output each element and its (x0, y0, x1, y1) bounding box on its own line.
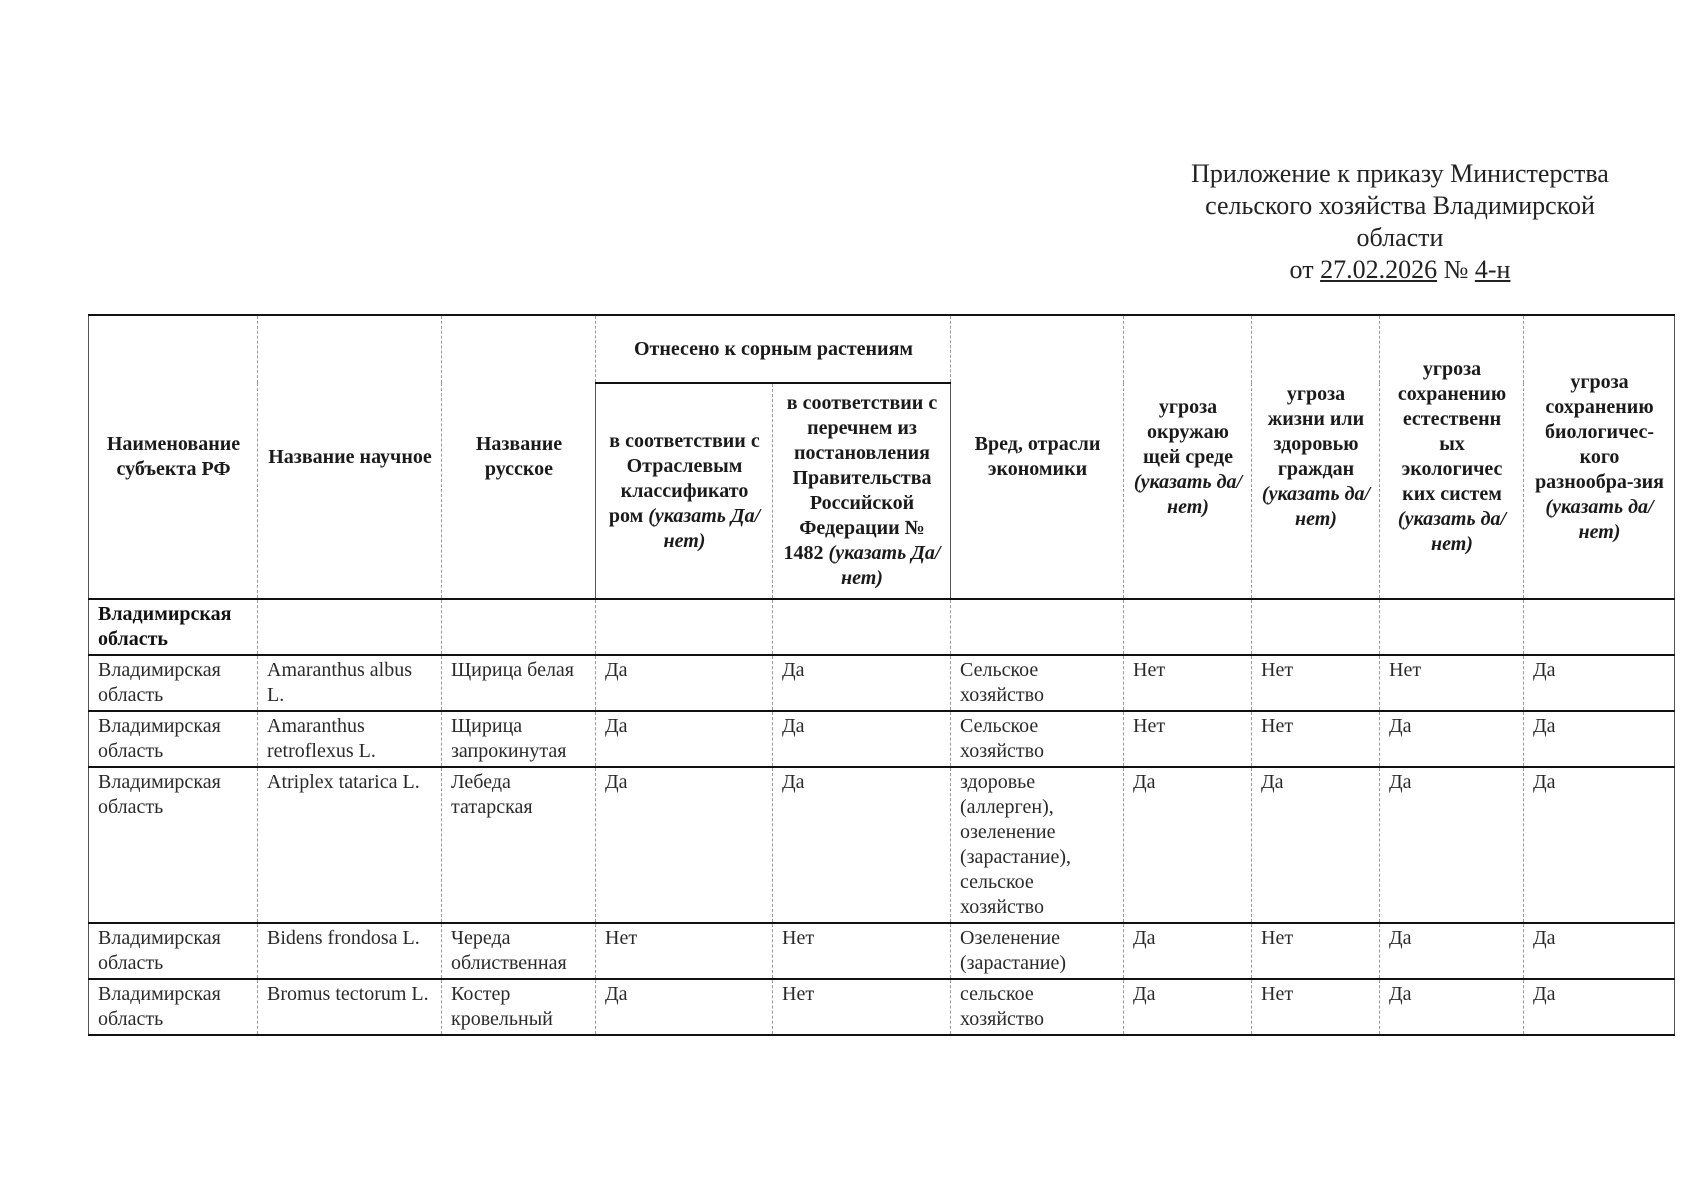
cell-subject: Владимирская область (89, 711, 258, 767)
cell-health: Нет (1252, 711, 1380, 767)
col-header-bio (1524, 315, 1675, 599)
cell-eco: Да (1380, 979, 1524, 1035)
order-number: 4-н (1474, 255, 1511, 284)
date-prefix: от (1289, 255, 1314, 284)
cell-scientific: Amaranthus albus L. (258, 655, 442, 711)
col-header-russian: Название русское (442, 315, 596, 599)
cell-env: Нет (1124, 711, 1252, 767)
header-row-1 (89, 315, 1675, 383)
health-label: угроза жизни или здоровью граждан (1267, 383, 1365, 480)
number-sign: № (1443, 255, 1469, 284)
cell-health: Нет (1252, 923, 1380, 979)
header-line-2: сельского хозяйства Владимирской (1205, 191, 1595, 220)
col-header-health (1252, 315, 1380, 599)
cell-classifier: Да (596, 655, 773, 711)
cell-decree: Да (773, 655, 951, 711)
col-header-decree (773, 383, 951, 599)
cell-subject: Владимирская область (89, 923, 258, 979)
cell-eco: Да (1380, 923, 1524, 979)
col-header-eco (1380, 315, 1524, 599)
cell-health: Да (1252, 767, 1380, 923)
cell-bio: Да (1524, 923, 1675, 979)
cell-eco: Нет (1380, 655, 1524, 711)
table-row (89, 979, 1675, 1035)
cell-russian: Костер кровельный (442, 979, 596, 1035)
col-header-env (1124, 315, 1252, 599)
cell-harm: Озеленение (зарастание) (951, 923, 1124, 979)
cell-subject: Владимирская область (89, 979, 258, 1035)
env-hint: (указать да/нет) (1133, 470, 1243, 518)
eco-hint: (указать да/нет) (1397, 508, 1507, 555)
col-header-harm: Вред, отрасли экономики (951, 315, 1124, 599)
cell-bio: Да (1524, 655, 1675, 711)
health-hint: (указать да/нет) (1261, 483, 1371, 530)
cell-russian: Щирица белая (442, 655, 596, 711)
cell-subject: Владимирская область (89, 655, 258, 711)
decree-hint: (указать Да/нет) (828, 542, 941, 589)
cell-env: Да (1124, 923, 1252, 979)
cell-classifier: Да (596, 767, 773, 923)
cell-eco: Да (1380, 711, 1524, 767)
cell-decree: Да (773, 767, 951, 923)
cell-env: Да (1124, 979, 1252, 1035)
cell-scientific: Bidens frondosa L. (258, 923, 442, 979)
header-line-3: области (1356, 223, 1444, 252)
cell-env: Да (1124, 767, 1252, 923)
decree-label: в соответствии с перечнем из постановления Правительства Российской Федерации № 1482 (783, 392, 938, 564)
cell-classifier: Нет (596, 923, 773, 979)
cell-scientific: Bromus tectorum L. (258, 979, 442, 1035)
classifier-hint: (указать Да/нет) (648, 504, 761, 552)
table-row (89, 711, 1675, 767)
table-row (89, 923, 1675, 979)
header-date-line (1140, 254, 1660, 286)
cell-health: Нет (1252, 979, 1380, 1035)
cell-russian: Череда облиственная (442, 923, 596, 979)
table-row (89, 655, 1675, 711)
cell-eco: Да (1380, 767, 1524, 923)
cell-harm: Сельское хозяйство (951, 711, 1124, 767)
cell-decree: Нет (773, 979, 951, 1035)
cell-decree: Да (773, 711, 951, 767)
order-header (1140, 158, 1660, 286)
col-header-scientific: Название научное (258, 315, 442, 599)
cell-harm: сельское хозяйство (951, 979, 1124, 1035)
cell-bio: Да (1524, 767, 1675, 923)
cell-classifier: Да (596, 979, 773, 1035)
bio-label: угроза сохранению биологичес-кого разнообра-зия (1535, 370, 1664, 493)
cell-harm: Сельское хозяйство (951, 655, 1124, 711)
col-header-classifier (596, 383, 773, 599)
bio-hint: (указать да/нет) (1545, 495, 1654, 543)
env-label: угроза окружаю щей среде (1143, 395, 1233, 468)
cell-scientific: Atriplex tatarica L. (258, 767, 442, 923)
cell-health: Нет (1252, 655, 1380, 711)
cell-scientific: Amaranthus retroflexus L. (258, 711, 442, 767)
weed-plants-table (88, 314, 1675, 1036)
cell-bio: Да (1524, 979, 1675, 1035)
cell-russian: Лебеда татарская (442, 767, 596, 923)
cell-env: Нет (1124, 655, 1252, 711)
classifier-label: в соответствии с Отраслевым классификато ром (608, 429, 760, 527)
table-row (89, 767, 1675, 923)
cell-russian: Щирица запрокинутая (442, 711, 596, 767)
cell-classifier: Да (596, 711, 773, 767)
col-header-subject: Наименование субъекта РФ (89, 315, 258, 599)
eco-label: угроза сохранению естественн ых экологичес ких систем (1397, 358, 1507, 505)
cell-subject: Владимирская область (89, 767, 258, 923)
header-line-1: Приложение к приказу Министерства (1191, 159, 1609, 188)
region-row (89, 599, 1675, 655)
col-header-weed-group: Отнесено к сорным растениям (596, 315, 951, 383)
cell-bio: Да (1524, 711, 1675, 767)
order-date: 27.02.2026 (1320, 255, 1438, 284)
region-name: Владимирская область (89, 599, 258, 655)
cell-decree: Нет (773, 923, 951, 979)
cell-harm: здоровье (аллерген), озеленение (зарастание), сельское хозяйство (951, 767, 1124, 923)
